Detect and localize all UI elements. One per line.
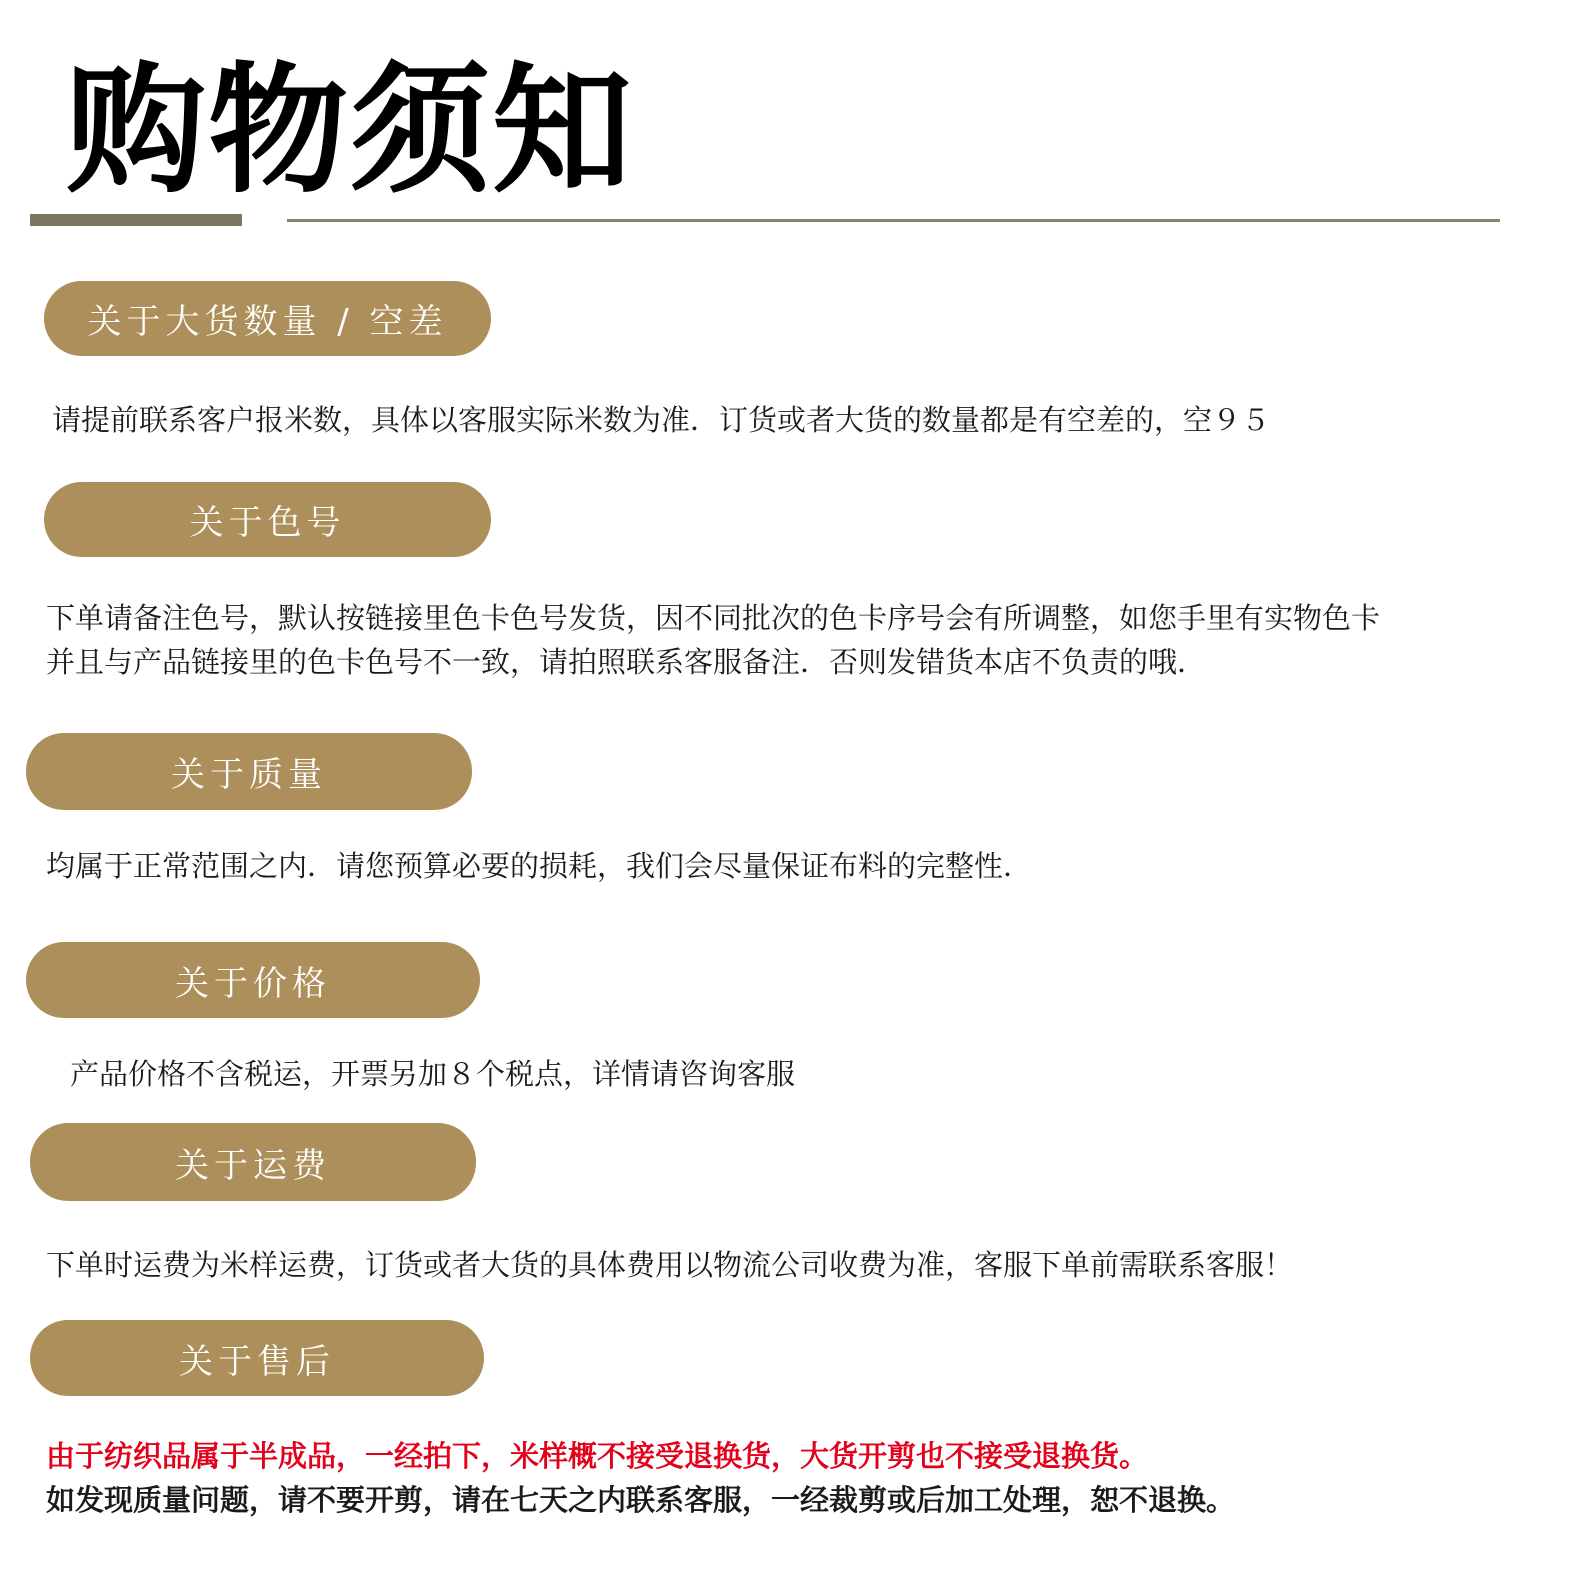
page-title: 购物须知 [66,50,635,213]
after-sales-warning-text: 由于纺织品属于半成品，一经拍下，米样概不接受退换货，大货开剪也不接受退换货。 [46,1439,1149,1473]
title-underline-rule [287,219,1500,222]
section-heading-after-sales: 关于售后 [30,1320,484,1396]
section-heading-quality: 关于质量 [26,733,472,810]
price-text: 产品价格不含税运，开票另加８个税点，详情请咨询客服 [70,1057,796,1091]
color-number-text-line-2: 并且与产品链接里的色卡色号不一致，请拍照联系客服备注．否则发错货本店不负责的哦． [46,645,1207,679]
section-heading-price: 关于价格 [26,942,480,1018]
quantity-text: 请提前联系客户报米数，具体以客服实际米数为准．订货或者大货的数量都是有空差的，空９５ [52,403,1271,437]
section-heading-shipping: 关于运费 [30,1123,476,1201]
section-heading-quantity: 关于大货数量 / 空差 [44,281,491,356]
title-underline-accent [30,214,242,226]
quality-text: 均属于正常范围之内．请您预算必要的损耗，我们会尽量保证布料的完整性． [46,849,1033,883]
color-number-text-line-1: 下单请备注色号，默认按链接里色卡色号发货，因不同批次的色卡序号会有所调整，如您手里有实物色卡 [46,601,1381,635]
after-sales-text: 如发现质量问题，请不要开剪，请在七天之内联系客服，一经裁剪或后加工处理，恕不退换。 [46,1483,1236,1517]
section-heading-color-number: 关于色号 [44,482,491,557]
shipping-text: 下单时运费为米样运费，订货或者大货的具体费用以物流公司收费为准，客服下单前需联系客服！ [46,1248,1294,1282]
